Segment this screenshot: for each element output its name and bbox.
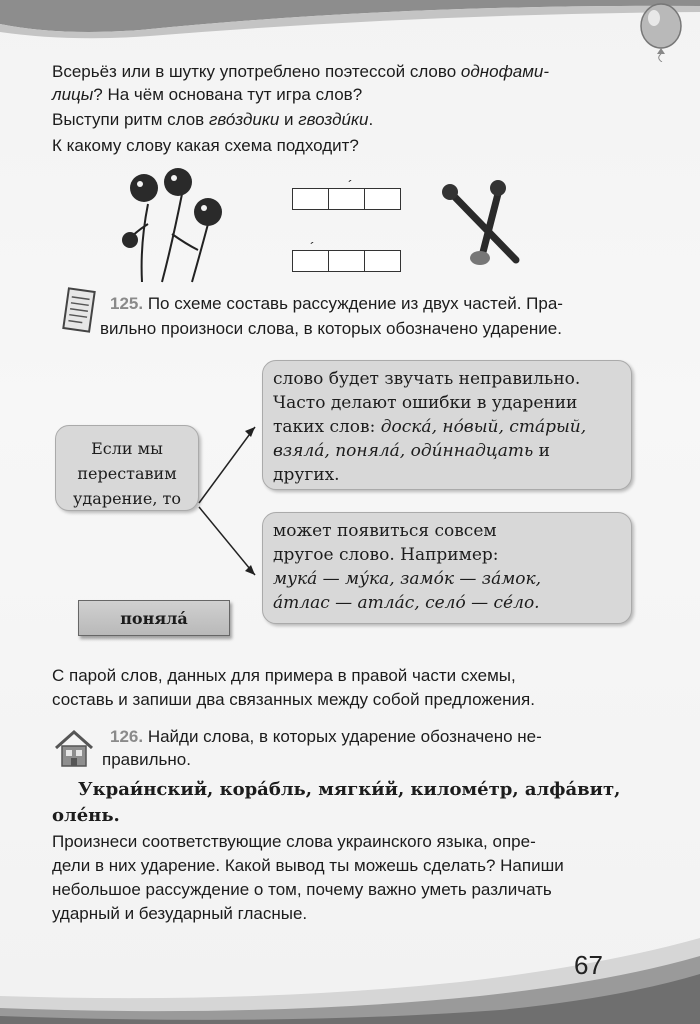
balloon-icon bbox=[636, 2, 686, 62]
stress-scheme-first-syllable: ´ bbox=[292, 250, 401, 272]
exercise-126-line-1: 126. Найди слова, в которых ударение обозначено не- bbox=[110, 727, 542, 746]
stress-scheme-second-syllable: ´ bbox=[292, 188, 401, 210]
top-swoosh-decoration bbox=[0, 0, 700, 40]
intro-line-4: К какому слову какая схема подходит? bbox=[52, 136, 359, 155]
notebook-icon bbox=[62, 286, 96, 336]
carnation-flower-icon bbox=[112, 164, 236, 284]
exercise-125-line-1: 125. По схеме составь рассуждение из двух частей. Пра- bbox=[110, 294, 563, 313]
intro-line-1: Всерьёз или в шутку употреблено поэтессой слово однофами- bbox=[52, 62, 549, 81]
intro-line-2: лицы? На чём основана тут игра слов? bbox=[52, 85, 363, 104]
exercise-126-paragraph-3: небольшое рассуждение о том, почему важно уметь различать bbox=[52, 880, 552, 899]
scheme-left-bubble: Если мы переставим ударение, то bbox=[55, 425, 199, 511]
exercise-126-paragraph-1: Произнеси соответствующие слова украинского языка, опре- bbox=[52, 832, 536, 851]
scheme-right-bubble-1: слово будет звучать неправильно. Часто делают ошибки в ударении таких слов: доска́, но́вый, ста́рый, взяла́, поняла́, оди́ннадцать и других. bbox=[262, 360, 632, 490]
exercise-125-followup-2: составь и запиши два связанных между собой предложения. bbox=[52, 690, 535, 709]
exercise-126-words-1: Украи́нский, кора́бль, мягки́й, киломе́тр, алфа́вит, bbox=[78, 779, 621, 800]
intro-line-3: Выступи ритм слов гво́здики и гвозди́ки. bbox=[52, 110, 374, 129]
highlight-word-card: поняла́ bbox=[78, 600, 230, 636]
exercise-125-followup-1: С парой слов, данных для примера в правой части схемы, bbox=[52, 666, 516, 685]
house-icon bbox=[52, 728, 96, 768]
exercise-126-line-2: правильно. bbox=[102, 750, 191, 769]
exercise-126-paragraph-2: дели в них ударение. Какой вывод ты можешь сделать? Напиши bbox=[52, 856, 564, 875]
scheme-arrows bbox=[195, 415, 265, 580]
exercise-126-words-2: оле́нь. bbox=[52, 805, 120, 826]
carnation-tool-icon bbox=[438, 178, 538, 268]
exercise-125-line-2: вильно произноси слова, в которых обозначено ударение. bbox=[100, 319, 562, 338]
scheme-right-bubble-2: может появиться совсем другое слово. Например: мука́ — му́ка, замо́к — за́мок, а́тлас — атла́с, село́ — се́ло. bbox=[262, 512, 632, 624]
exercise-126-paragraph-4: ударный и безударный гласные. bbox=[52, 904, 308, 923]
page-number: 67 bbox=[574, 950, 603, 980]
